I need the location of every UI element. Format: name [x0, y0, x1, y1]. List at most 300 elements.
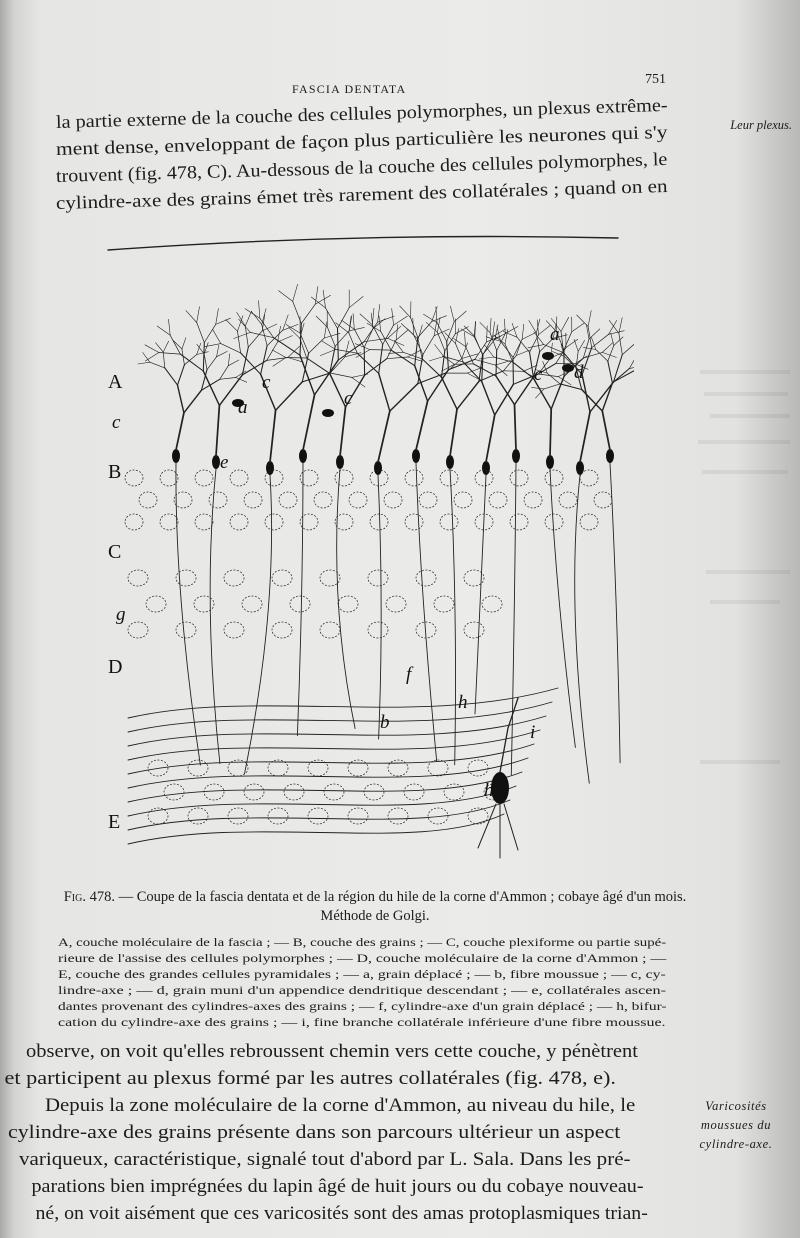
- granule-nucleus: [335, 514, 353, 530]
- axon: [210, 469, 220, 764]
- dendrite: [372, 325, 382, 345]
- dendrite: [505, 344, 513, 362]
- dendrite: [464, 326, 475, 337]
- dendrite: [614, 337, 623, 346]
- dendrite: [403, 352, 422, 359]
- pyramidal-nucleus: [324, 784, 344, 800]
- pyramidal-nucleus: [228, 808, 248, 824]
- dendrite: [217, 345, 219, 357]
- dendrite: [501, 341, 513, 357]
- basal-dendrite: [478, 804, 518, 858]
- dendrite: [396, 325, 398, 341]
- polymorph-nucleus: [434, 596, 454, 612]
- dendrite: [450, 409, 457, 456]
- dendrite: [463, 362, 482, 382]
- dendrite: [378, 316, 395, 322]
- dendrite: [522, 333, 536, 340]
- dendrite: [338, 328, 339, 360]
- body-line: la partie externe de la couche des cellules polymorphes, un plexus extrême-: [55, 95, 668, 133]
- dendrite: [163, 352, 165, 368]
- dendrite: [316, 316, 327, 327]
- dendrite: [379, 373, 390, 411]
- pyramidal-nucleus: [308, 808, 328, 824]
- pyramidal-nucleus: [188, 760, 208, 776]
- dendrite: [293, 301, 302, 323]
- body-line: variqueux, caractéristique, signalé tout d'abord par L. Sala. Dans les pré-: [19, 1150, 631, 1170]
- dendrite: [490, 318, 491, 332]
- granule-cell: [482, 461, 490, 475]
- dendrite: [396, 330, 408, 340]
- axon: [176, 463, 200, 765]
- dendrite: [379, 344, 383, 373]
- dendrite: [588, 311, 591, 327]
- dendrite: [204, 354, 207, 370]
- dendrite: [301, 304, 315, 323]
- dendrite: [522, 324, 524, 339]
- axon: [450, 469, 456, 765]
- dendrite: [602, 411, 610, 450]
- dendrite: [156, 343, 164, 352]
- dendrite: [582, 348, 592, 375]
- polymorph-nucleus: [272, 570, 292, 586]
- letter-label-d: d: [574, 362, 584, 383]
- layer-label-C: C: [108, 541, 122, 563]
- page-number: 751: [645, 72, 666, 87]
- axon: [378, 475, 381, 739]
- letter-label-g: g: [116, 604, 126, 625]
- granule-nucleus: [405, 514, 423, 530]
- figure-number: Fig. 478.: [63, 889, 115, 905]
- dendrite: [300, 323, 304, 338]
- dendrite: [372, 308, 374, 325]
- dendrite: [270, 410, 276, 462]
- apical-dendrite: [500, 698, 518, 772]
- dendrite: [228, 354, 229, 366]
- dendrite: [544, 345, 564, 353]
- dendrite: [364, 322, 378, 342]
- dendrite: [461, 329, 474, 337]
- axon: [610, 463, 620, 763]
- body-line: né, on voit aisément que ces varicosités sont des amas protoplasmiques trian-: [35, 1204, 648, 1224]
- polymorph-nucleus: [272, 622, 292, 638]
- dendrite: [590, 382, 614, 412]
- dendrite: [360, 314, 372, 325]
- dendrite: [454, 311, 466, 322]
- axon: [245, 475, 272, 774]
- polymorph-nucleus: [176, 570, 196, 586]
- dendrite: [611, 333, 614, 345]
- dendrite: [203, 343, 204, 372]
- molecular-surface-line: [108, 237, 618, 251]
- body-line: observe, on voit qu'elles rebroussent chemin vers cette couche, y pénètrent: [26, 1042, 638, 1062]
- dendrite: [178, 365, 185, 385]
- granule-cell: [299, 449, 307, 463]
- dendrite: [550, 409, 551, 456]
- polymorph-nucleus: [146, 596, 166, 612]
- polymorph-nucleus: [176, 622, 196, 638]
- displaced-grain: [562, 364, 574, 372]
- axon: [337, 469, 355, 729]
- pyramidal-nucleus: [164, 784, 184, 800]
- granule-nucleus: [580, 470, 598, 486]
- letter-label-a: a: [238, 397, 248, 418]
- running-header: FASCIA DENTATA: [292, 82, 407, 96]
- granule-nucleus: [265, 514, 283, 530]
- dendrite: [423, 336, 434, 355]
- dendrite: [323, 290, 325, 308]
- dendrite: [483, 337, 493, 355]
- polymorph-nucleus: [290, 596, 310, 612]
- legend-line: lindre-axe ; — d, grain muni d'un appendice dendritique descendant ; — e, collatérales ascen-: [58, 983, 666, 997]
- dendrite: [602, 383, 612, 411]
- legend-line: rieure de l'assise des cellules polymorphes ; — D, couche moléculaire de la corne d'Ammon ; —: [58, 951, 667, 965]
- body-line: cylindre-axe des grains émet très rarement des collatérales ; quand on en: [55, 176, 668, 214]
- pyramidal-nucleus: [204, 784, 224, 800]
- polymorph-nucleus: [320, 622, 340, 638]
- dendrite: [239, 319, 251, 332]
- dendrite: [259, 301, 260, 319]
- dendrite: [365, 359, 387, 376]
- dendrite: [496, 376, 515, 405]
- dendrite: [515, 377, 534, 405]
- pyramidal-nucleus: [244, 784, 264, 800]
- dendrite: [561, 317, 569, 331]
- polymorph-nucleus: [386, 596, 406, 612]
- axon: [297, 463, 303, 736]
- granule-nucleus: [195, 470, 213, 486]
- letter-label-h: h: [458, 692, 468, 713]
- granule-cell: [576, 461, 584, 475]
- dendrite: [261, 346, 268, 375]
- granule-nucleus: [440, 514, 458, 530]
- dendrite: [367, 323, 381, 331]
- letter-label-c: c: [112, 412, 121, 433]
- dendrite: [303, 395, 315, 450]
- dendrite: [551, 376, 564, 409]
- dendrite: [378, 411, 390, 462]
- dendrite: [364, 329, 373, 348]
- dendrite: [286, 358, 307, 359]
- dendrite: [217, 351, 228, 356]
- pyramidal-nucleus: [468, 760, 488, 776]
- dendrite: [278, 336, 293, 342]
- pyramidal-nucleus: [404, 784, 424, 800]
- dendrite: [178, 385, 184, 413]
- bleed-through-texture: [680, 0, 800, 1238]
- granule-nucleus: [545, 514, 563, 530]
- letter-label-a: a: [550, 324, 560, 345]
- legend-line: cation du cylindre-axe des grains ; — i, fine branche collatérale inférieure d'une fibre moussue.: [58, 1015, 666, 1029]
- dendrite: [213, 329, 221, 343]
- granule-nucleus: [489, 492, 507, 508]
- granule-cell: [374, 461, 382, 475]
- dendrite: [504, 319, 505, 333]
- letter-label-i: i: [530, 722, 536, 743]
- dendrite: [138, 362, 150, 364]
- dendrite: [159, 353, 180, 355]
- dendrite: [515, 405, 517, 450]
- dendrite: [238, 331, 241, 353]
- pyramidal-nucleus: [188, 808, 208, 824]
- granule-nucleus: [524, 492, 542, 508]
- granule-cell: [512, 449, 520, 463]
- dendrite: [580, 412, 590, 462]
- dendrite: [465, 332, 466, 346]
- dendrite: [276, 382, 303, 410]
- granule-nucleus: [230, 514, 248, 530]
- dendrite: [163, 341, 168, 352]
- dendrite: [207, 357, 217, 370]
- dendrite: [411, 318, 418, 338]
- dendrite: [182, 338, 186, 349]
- dendrite: [622, 341, 634, 355]
- dendrite: [609, 320, 617, 334]
- dendrite: [479, 357, 494, 359]
- letter-label-e: e: [220, 452, 229, 473]
- dendrite: [157, 326, 170, 335]
- dendrite: [400, 306, 411, 318]
- dendrite: [272, 350, 286, 358]
- body-line: ment dense, enveloppant de façon plus particulière les neurones qui s'y: [55, 122, 668, 160]
- dendrite: [572, 323, 584, 331]
- granule-cell: [212, 455, 220, 469]
- granule-nucleus: [440, 470, 458, 486]
- dendrite: [513, 362, 534, 378]
- dendrite: [418, 325, 422, 339]
- granule-nucleus: [265, 470, 283, 486]
- dendrite: [186, 311, 197, 323]
- mossy-fibre: [128, 688, 558, 718]
- granule-nucleus: [335, 470, 353, 486]
- dendrite: [608, 361, 613, 383]
- granule-cell: [172, 449, 180, 463]
- granule-cell: [546, 455, 554, 469]
- pyramidal-nucleus: [428, 760, 448, 776]
- margin-note-top: Leur plexus.: [730, 118, 792, 132]
- granule-nucleus: [125, 470, 143, 486]
- letter-label-c: c: [344, 388, 353, 409]
- dendrite: [589, 329, 600, 339]
- dendrite: [479, 371, 504, 382]
- granule-nucleus: [125, 514, 143, 530]
- dendrite: [629, 354, 634, 369]
- dendrite: [197, 307, 200, 323]
- dendrite: [583, 347, 595, 349]
- granule-nucleus: [454, 492, 472, 508]
- polymorph-nucleus: [482, 596, 502, 612]
- dendrite: [442, 377, 458, 409]
- dendrite: [245, 309, 260, 319]
- dendrite: [237, 312, 246, 326]
- dendrite: [145, 353, 159, 362]
- dendrite: [455, 327, 468, 334]
- dendrite: [309, 338, 325, 353]
- caption-text: — Coupe de la fascia dentata et de la région du hile de la corne d'Ammon ; cobaye âgé d'un mois. Méthode de Golgi.: [114, 889, 687, 924]
- dendrite: [204, 324, 215, 342]
- granule-nucleus: [510, 514, 528, 530]
- dendrite: [165, 368, 178, 385]
- dendrite: [609, 320, 619, 333]
- pyramidal-nucleus: [364, 784, 384, 800]
- displaced-grain: [542, 352, 554, 360]
- dendrite: [340, 407, 346, 456]
- granule-nucleus: [419, 492, 437, 508]
- dendrite: [221, 344, 241, 353]
- dendrite: [418, 322, 432, 338]
- layer-label-D: D: [108, 656, 123, 678]
- granule-cell: [412, 449, 420, 463]
- granule-nucleus: [510, 470, 528, 486]
- body-line: cylindre-axe des grains présente dans son parcours ultérieur un aspect: [7, 1123, 621, 1143]
- pyramidal-nucleus: [268, 808, 288, 824]
- granule-nucleus: [559, 492, 577, 508]
- dendrite: [170, 335, 180, 354]
- polymorph-nucleus: [242, 596, 262, 612]
- dendrite: [578, 340, 584, 351]
- granule-cell: [336, 455, 344, 469]
- dendrite: [279, 291, 293, 302]
- dendrite: [457, 381, 479, 409]
- dendrite: [530, 352, 534, 378]
- legend-line: dantes provenant des cylindres-axes des grains ; — f, cylindre-axe d'un grain déplacé ; — h, bifur-: [58, 999, 667, 1013]
- dendrite: [228, 360, 239, 366]
- dendrite: [583, 339, 589, 358]
- dendrite: [455, 343, 463, 362]
- dendrite: [486, 415, 495, 462]
- granule-nucleus: [594, 492, 612, 508]
- dendrite: [532, 387, 545, 389]
- dendrite: [435, 345, 444, 357]
- granule-nucleus: [370, 514, 388, 530]
- granule-nucleus: [230, 470, 248, 486]
- dendrite: [416, 401, 428, 450]
- pyramidal-nucleus: [268, 760, 288, 776]
- dendrite: [283, 315, 289, 331]
- dendrite: [216, 318, 231, 324]
- granule-cell: [606, 449, 614, 463]
- dendrite: [145, 345, 159, 353]
- dendrite: [242, 347, 248, 375]
- dendrite: [330, 373, 352, 377]
- letter-label-h: h: [484, 780, 494, 801]
- dendrite: [315, 295, 330, 304]
- legend-line: A, couche moléculaire de la fascia ; — B, couche des grains ; — C, couche plexiforme ou partie supé-: [58, 935, 667, 949]
- polymorph-nucleus: [194, 596, 214, 612]
- body-line: Depuis la zone moléculaire de la corne d'Ammon, au niveau du hile, le: [44, 1096, 636, 1116]
- dendrite: [353, 314, 354, 330]
- dendrite: [474, 337, 483, 355]
- dendrite: [429, 357, 444, 361]
- dendrite: [342, 320, 355, 329]
- dendrite: [307, 358, 330, 373]
- dendrite: [234, 332, 251, 338]
- dendrite: [220, 378, 236, 380]
- granule-cell: [446, 455, 454, 469]
- polymorph-nucleus: [224, 622, 244, 638]
- granule-nucleus: [244, 492, 262, 508]
- dendrite: [608, 346, 614, 362]
- polymorph-nucleus: [128, 622, 148, 638]
- dendrite: [512, 323, 517, 337]
- body-line: trouvent (fig. 478, C). Au-dessous de la couche des cellules polymorphes, le: [55, 149, 668, 187]
- dendrite: [245, 311, 251, 326]
- body-line: et participent au plexus formé par les autres collatérales (fig. 478, e).: [4, 1069, 617, 1089]
- margin-note-bottom: Varicosités moussues du cylindre-axe.: [699, 1099, 773, 1151]
- dendrite: [493, 322, 495, 337]
- granule-nucleus: [580, 514, 598, 530]
- dendrite: [184, 355, 196, 365]
- golgi-figure: [98, 228, 634, 880]
- granule-nucleus: [209, 492, 227, 508]
- dendrite: [390, 384, 418, 412]
- figure-caption: [60, 888, 690, 926]
- dendrite: [496, 351, 497, 377]
- pyramidal-nucleus: [388, 760, 408, 776]
- dendrite: [169, 319, 171, 335]
- dendrite: [577, 315, 588, 327]
- dendrite: [394, 340, 403, 352]
- dendrite: [517, 337, 530, 352]
- granule-nucleus: [279, 492, 297, 508]
- dendrite: [424, 314, 438, 322]
- polymorph-nucleus: [128, 570, 148, 586]
- dendrite: [370, 350, 391, 351]
- dendrite: [480, 322, 490, 332]
- dendrite: [418, 339, 422, 359]
- dendrite: [564, 332, 572, 350]
- layer-label-A: A: [108, 371, 123, 393]
- dendrite: [176, 413, 184, 450]
- letter-label-c: c: [262, 372, 271, 393]
- dendrite: [539, 326, 551, 335]
- layer-label-E: E: [108, 811, 121, 833]
- granule-nucleus: [384, 492, 402, 508]
- dendrite: [448, 359, 474, 369]
- pyramidal-nucleus: [444, 784, 464, 800]
- dendrite: [422, 359, 441, 377]
- dendrite: [544, 384, 560, 389]
- dendrite: [226, 320, 238, 332]
- dendrite: [474, 364, 497, 376]
- dendrite: [537, 320, 538, 335]
- dendrite: [216, 309, 219, 325]
- dendrite: [596, 350, 608, 362]
- axon: [475, 475, 486, 714]
- dendrite: [150, 362, 165, 368]
- dendrite: [475, 359, 495, 365]
- legend-line: E, couche des grandes cellules pyramidales ; — a, grain déplacé ; — b, fibre moussue ; — c, cy-: [58, 967, 666, 981]
- dendrite: [528, 345, 544, 348]
- dendrite: [547, 373, 560, 384]
- dendrite: [349, 327, 364, 330]
- granule-nucleus: [139, 492, 157, 508]
- axon: [511, 463, 516, 775]
- dendrite: [394, 316, 408, 325]
- granule-nucleus: [545, 470, 563, 486]
- dendrite: [482, 382, 495, 416]
- polymorph-nucleus: [416, 570, 436, 586]
- dendrite: [216, 405, 219, 456]
- dendrite: [503, 331, 517, 337]
- dendrite: [184, 390, 202, 413]
- letter-label-b: b: [380, 712, 390, 733]
- dendrite: [418, 373, 446, 384]
- pyramidal-nucleus: [388, 808, 408, 824]
- polymorph-nucleus: [368, 570, 388, 586]
- granule-nucleus: [160, 470, 178, 486]
- granule-nucleus: [349, 492, 367, 508]
- figure-legend: [58, 934, 666, 1030]
